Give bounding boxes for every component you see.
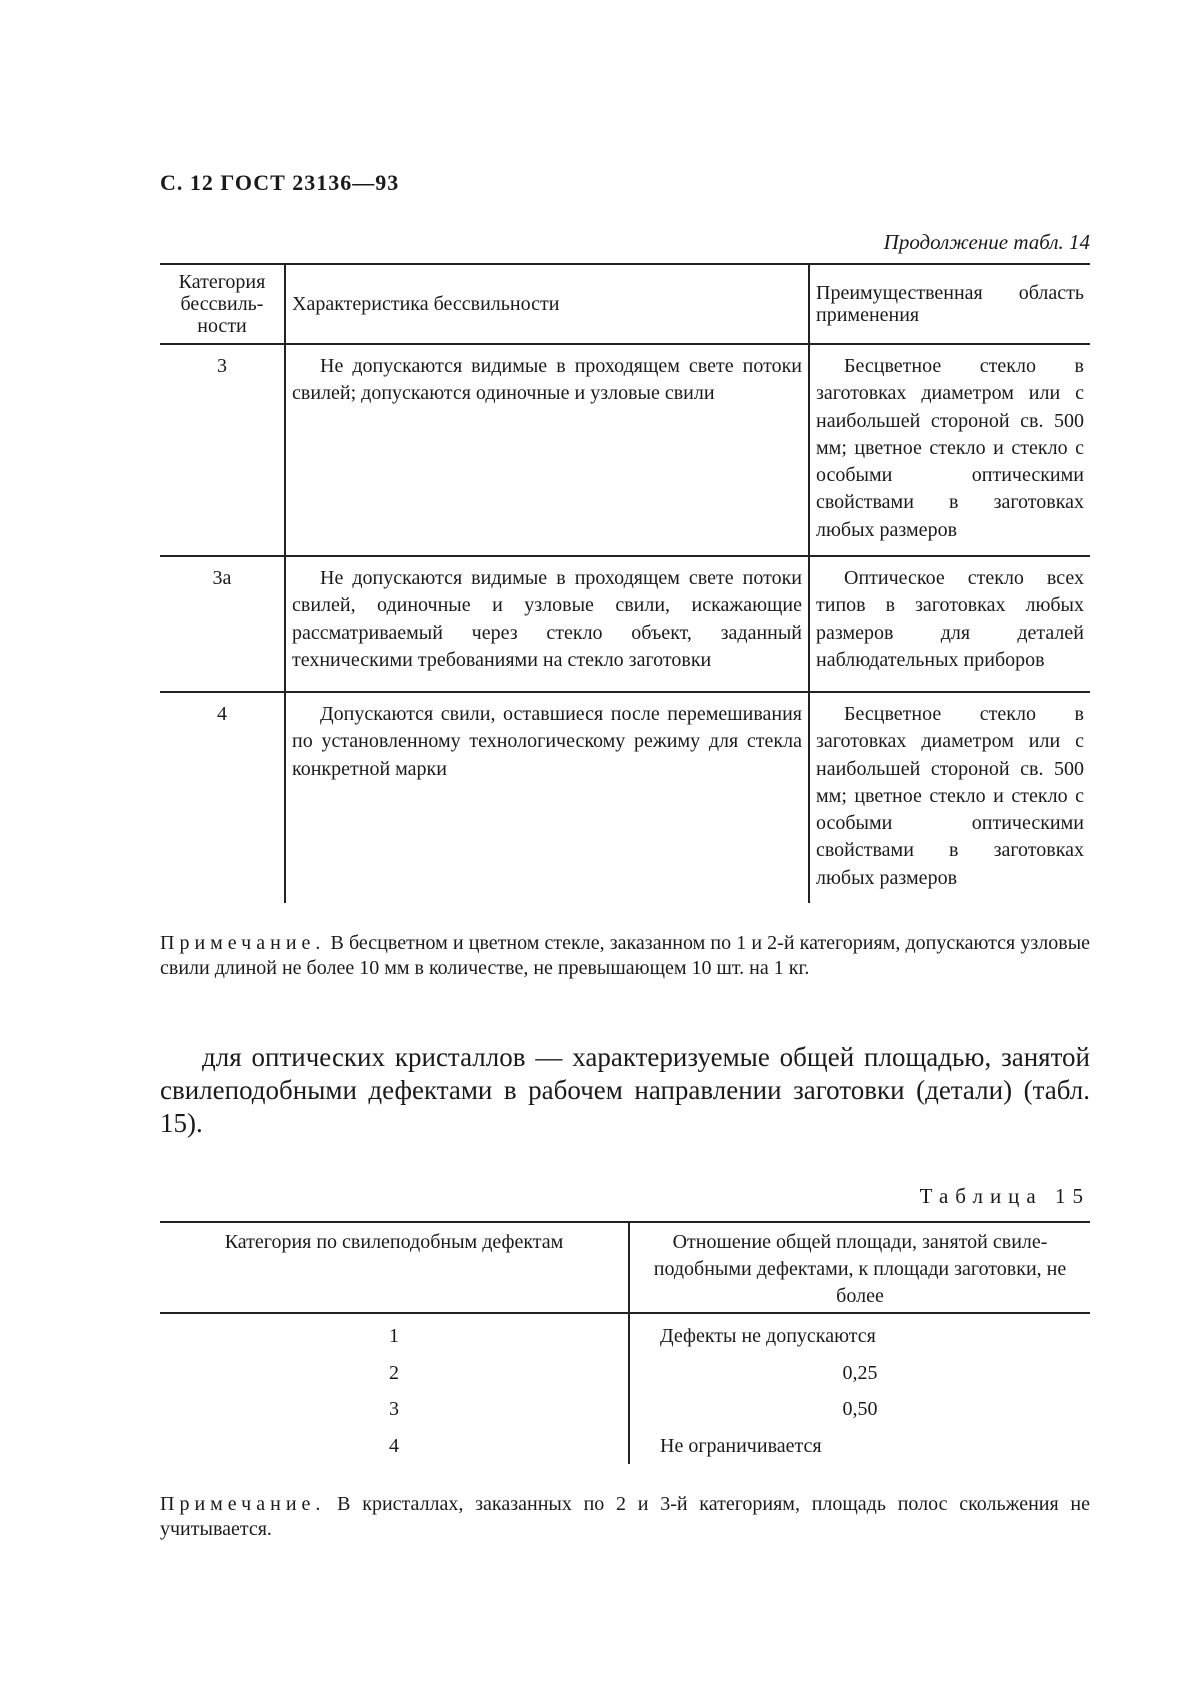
cell-application: Бесцветное стекло в заготовках диаметром или с наибольшей стороной св. 500 мм; цветное стекло и стекло с особыми оптическими свойствами в заготовках любых размеров	[816, 355, 1084, 541]
body-paragraph: для оптических кристаллов — характеризуемые общей площадью, занятой свилеподобными дефектами в рабочем направлении заготовки (детали) (табл. 15).	[160, 1042, 1090, 1138]
cell-value: 0,25	[842, 1361, 878, 1384]
table-row	[160, 556, 1090, 692]
table-row	[160, 1428, 1090, 1465]
running-head: С. 12 ГОСТ 23136—93	[160, 170, 400, 195]
note-text: В кристаллах, заказанных по 2 и 3-й категориям, площадь полос скольжения не учитывается.	[160, 1493, 1091, 1540]
note-text: В бесцветном и цветном стекле, заказанном по 1 и 2-й категориям, допускаются узловые свили длиной не более 10 мм в количестве, не превышающем 10 шт. на 1 кг.	[160, 932, 1091, 979]
table-row	[160, 1355, 1090, 1392]
cell-category: 4	[160, 1428, 629, 1465]
header-application: Преимущественная область применения	[809, 264, 1090, 344]
header-characteristic: Характеристика бессвильности	[285, 264, 809, 344]
table-14	[160, 263, 1090, 903]
table-14-note	[160, 931, 1090, 981]
table-15	[160, 1221, 1090, 1464]
note-label: Примечание.	[160, 932, 326, 954]
cell-value: Дефекты не допускаются	[660, 1325, 876, 1347]
cell-characteristic: Не допускаются видимые в проходящем свете потоки свилей; допускаются одиночные и узловые свили	[285, 344, 809, 556]
cell-category: 3	[160, 1391, 629, 1428]
cell-category: 4	[160, 692, 285, 903]
table-15-note	[160, 1492, 1090, 1542]
cell-category: 3а	[160, 556, 285, 692]
cell-characteristic: Допускаются свили, оставшиеся после перемешивания по установленному технологическому режиму для стекла конкретной марки	[285, 692, 809, 903]
document-page	[160, 170, 1090, 1542]
table-row	[160, 692, 1090, 903]
table-continuation-caption: Продолжение табл. 14	[883, 230, 1090, 254]
header-category: Категория бессвиль-ности	[160, 264, 285, 344]
cell-category: 1	[160, 1313, 629, 1355]
cell-characteristic: Не допускаются видимые в проходящем свете потоки свилей, одиночные и узловые свили, искажающие рассматриваемый через стекло объект, заданный техническими требованиями на стекло заготовки	[285, 556, 809, 692]
table-15-caption: Таблица 15	[919, 1184, 1090, 1208]
cell-value: 0,50	[842, 1398, 878, 1420]
header-ratio: Отношение общей площади, занятой свиле-подобными дефектами, к площади заготовки, не более	[629, 1222, 1090, 1313]
note-label: Примечание.	[160, 1493, 326, 1515]
cell-category: 3	[160, 344, 285, 556]
table-row	[160, 344, 1090, 556]
cell-application: Бесцветное стекло в заготовках диаметром или с наибольшей стороной св. 500 мм; цветное стекло и стекло с особыми оптическими свойствами в заготовках любых размеров	[809, 692, 1090, 903]
cell-category: 2	[160, 1355, 629, 1392]
table-row	[160, 1391, 1090, 1428]
cell-value: Не ограничивается	[660, 1434, 822, 1457]
header-category: Категория по свилеподобным дефектам	[160, 1222, 629, 1313]
table-row	[160, 1313, 1090, 1355]
table-header-row	[160, 1222, 1090, 1313]
cell-application: Оптическое стекло всех типов в заготовках любых размеров для деталей наблюдательных приборов	[809, 556, 1090, 692]
table-header-row	[160, 264, 1090, 344]
